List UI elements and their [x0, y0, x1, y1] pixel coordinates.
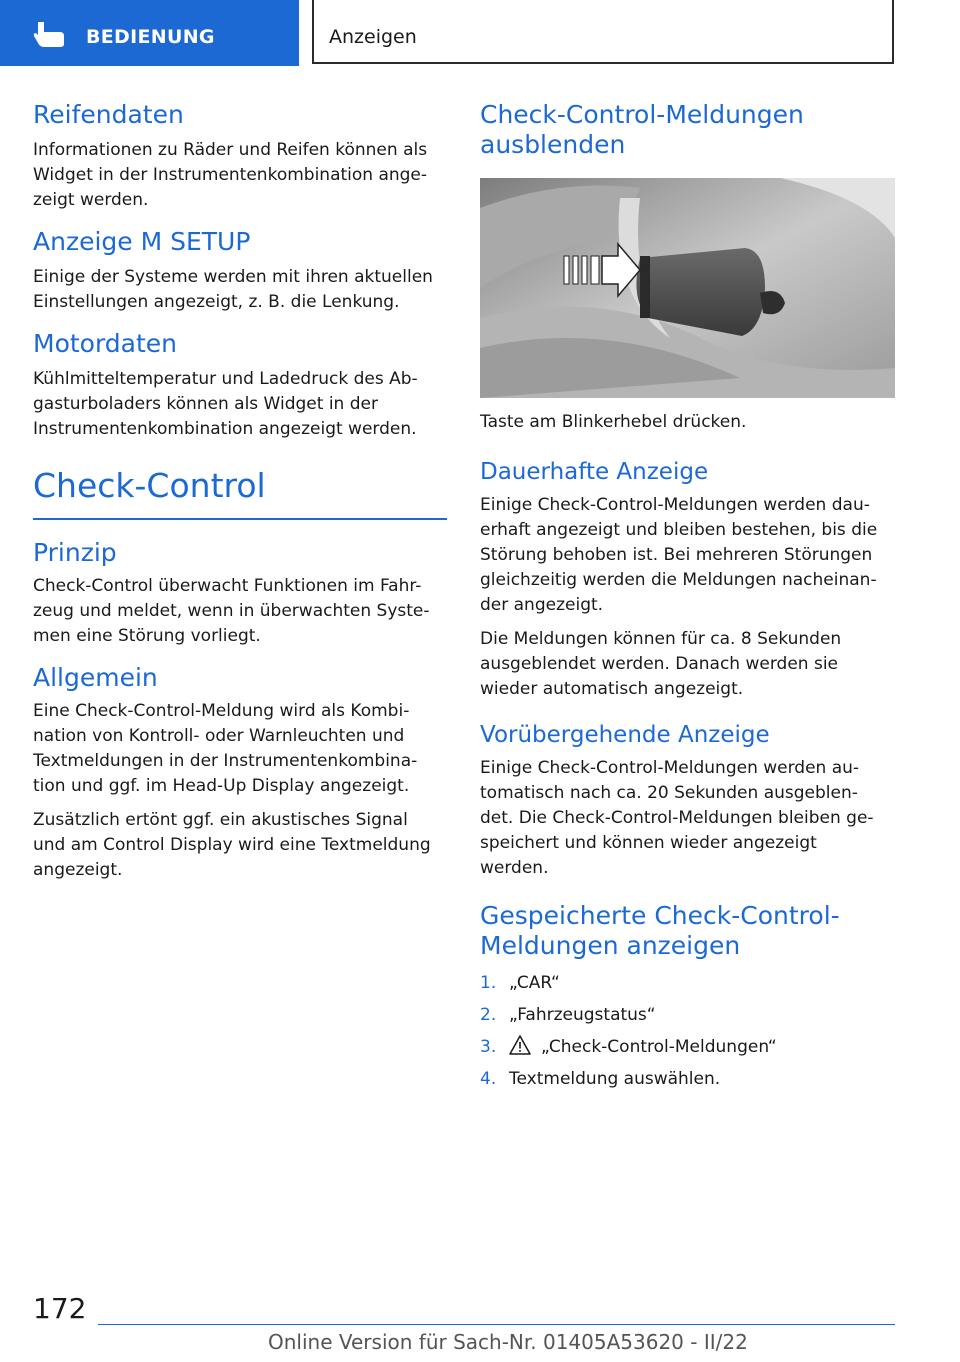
prinzip-line: Check-Control überwacht Funktionen im Fahr- [33, 576, 422, 596]
heading-m-setup: Anzeige M SETUP [33, 227, 251, 256]
section-label: Anzeigen [329, 26, 417, 48]
heading-ausblenden: ausblenden [480, 130, 626, 159]
allgemein-line: Textmeldungen in der Instrumentenkombina- [33, 751, 418, 771]
allgemein-line: nation von Kontroll- oder Warnleuchten und [33, 726, 405, 746]
voruebergehende-line: werden. [480, 858, 549, 878]
reifendaten-line: Widget in der Instrumentenkombination ange- [33, 165, 428, 185]
voruebergehende-line: Einige Check-Control-Meldungen werden au- [480, 758, 860, 778]
dauerhafte-line: Störung behoben ist. Bei mehreren Störungen [480, 545, 873, 565]
heading-gespeicherte: Gespeicherte Check-Control- [480, 901, 840, 930]
heading-ausblenden: Check-Control-Meldungen [480, 100, 804, 129]
chapter-title-check-control: Check-Control [33, 466, 266, 505]
m-setup-line: Einige der Systeme werden mit ihren aktuellen [33, 267, 433, 287]
list-item [480, 1035, 895, 1060]
footer-version-text: Online Version für Sach-Nr. 01405A53620 - II/22 [268, 1330, 748, 1354]
dauerhafte-line: erhaft angezeigt und bleiben bestehen, bis die [480, 520, 878, 540]
prinzip-line: men eine Störung vorliegt. [33, 626, 261, 646]
footer-divider [98, 1324, 895, 1325]
title-divider [33, 518, 447, 520]
step-text: „CAR“ [509, 973, 560, 993]
heading-prinzip: Prinzip [33, 538, 117, 567]
chapter-tab[interactable] [0, 0, 299, 66]
m-setup-line: Einstellungen angezeigt, z. B. die Lenkung. [33, 292, 400, 312]
warning-triangle-icon [509, 1035, 531, 1055]
allgemein-line: Zusätzlich ertönt ggf. ein akustisches Signal [33, 810, 408, 830]
dauerhafte-line: ausgeblendet werden. Danach werden sie [480, 654, 838, 674]
turn-signal-lever-photo [480, 178, 895, 398]
motordaten-line: Kühlmitteltemperatur und Ladedruck des Ab- [33, 369, 418, 389]
step-text: Textmeldung auswählen. [509, 1069, 721, 1089]
motordaten-line: Instrumentenkombination angezeigt werden. [33, 419, 417, 439]
right-column [480, 96, 895, 1099]
motordaten-line: gasturboladers können als Widget in der [33, 394, 378, 414]
step-number: 4. [480, 1069, 497, 1089]
chapter-label: BEDIENUNG [86, 26, 215, 48]
dauerhafte-line: Einige Check-Control-Meldungen werden dau- [480, 495, 870, 515]
step-text: „Fahrzeugstatus“ [509, 1005, 656, 1025]
heading-allgemein: Allgemein [33, 663, 158, 692]
allgemein-line: tion und ggf. im Head-Up Display angezeigt. [33, 776, 410, 796]
voruebergehende-line: tomatisch nach ca. 20 Sekunden ausgeblen- [480, 783, 858, 803]
step-number: 2. [480, 1005, 497, 1025]
left-column [33, 96, 447, 883]
section-header [312, 0, 894, 64]
allgemein-line: angezeigt. [33, 860, 123, 880]
heading-dauerhafte-anzeige: Dauerhafte Anzeige [480, 459, 709, 485]
heading-voruebergehende-anzeige: Vorübergehende Anzeige [480, 722, 770, 748]
dauerhafte-line: gleichzeitig werden die Meldungen nacheinan- [480, 570, 877, 590]
reifendaten-line: zeigt werden. [33, 190, 149, 210]
step-number: 3. [480, 1037, 497, 1057]
step-number: 1. [480, 973, 497, 993]
prinzip-line: zeug und meldet, wenn in überwachten Syste- [33, 601, 430, 621]
allgemein-line: und am Control Display wird eine Textmeldung [33, 835, 431, 855]
voruebergehende-line: det. Die Check-Control-Meldungen bleiben ge- [480, 808, 874, 828]
pointing-hand-icon [30, 18, 70, 48]
heading-reifendaten: Reifendaten [33, 100, 184, 129]
steps-list [480, 971, 895, 1092]
dauerhafte-line: wieder automatisch angezeigt. [480, 679, 744, 699]
heading-gespeicherte: Meldungen anzeigen [480, 931, 741, 960]
dauerhafte-line: Die Meldungen können für ca. 8 Sekunden [480, 629, 842, 649]
list-item [480, 1003, 895, 1028]
list-item [480, 1067, 895, 1092]
heading-motordaten: Motordaten [33, 329, 178, 358]
allgemein-line: Eine Check-Control-Meldung wird als Kombi- [33, 701, 410, 721]
reifendaten-line: Informationen zu Räder und Reifen können als [33, 140, 428, 160]
step-text: „Check-Control-Meldungen“ [541, 1037, 777, 1057]
voruebergehende-line: speichert und können wieder angezeigt [480, 833, 817, 853]
photo-caption: Taste am Blinkerhebel drücken. [480, 412, 747, 432]
list-item [480, 971, 895, 996]
dauerhafte-line: der angezeigt. [480, 595, 604, 615]
page-number: 172 [33, 1292, 87, 1325]
